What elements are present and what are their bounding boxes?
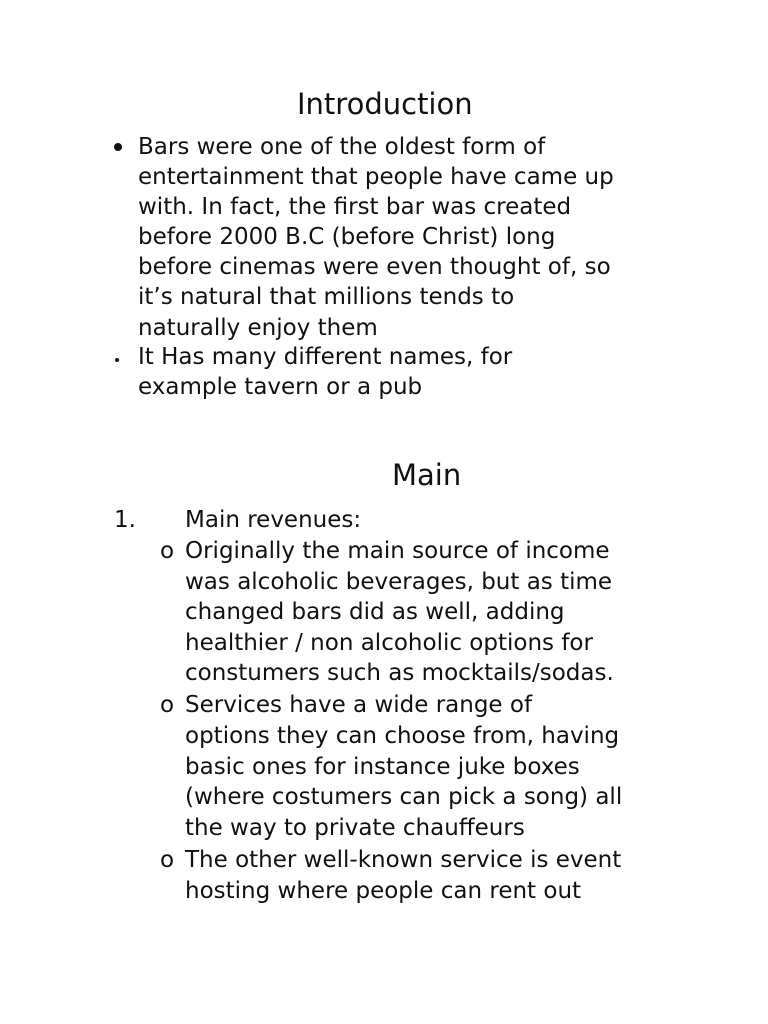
text-line: basic ones for instance juke boxes bbox=[185, 753, 580, 780]
text-line: changed bars did as well, adding bbox=[185, 599, 565, 626]
text-line: was alcoholic beverages, but as time bbox=[185, 568, 613, 595]
intro-bullet-2 bbox=[138, 342, 512, 402]
sub-item-1 bbox=[185, 536, 614, 689]
sub-bullet-marker: o bbox=[160, 692, 175, 718]
sub-item-3 bbox=[185, 845, 621, 907]
sub-bullet-marker: o bbox=[160, 847, 175, 873]
text-line: before cinemas were even thought of, so bbox=[138, 254, 611, 281]
text-line: healthier / non alcoholic options for bbox=[185, 629, 593, 656]
bullet-marker-large bbox=[114, 143, 122, 151]
sub-item-2 bbox=[185, 690, 622, 844]
text-line: Bars were one of the oldest form of bbox=[138, 134, 546, 160]
text-line: with. In fact, the first bar was created bbox=[138, 194, 572, 221]
text-line: constumers such as mocktails/sodas. bbox=[185, 660, 614, 687]
text-line: naturally enjoy them bbox=[138, 314, 378, 341]
list-number: 1. bbox=[114, 507, 136, 533]
text-line: example tavern or a pub bbox=[138, 374, 423, 401]
text-line: hosting where people can rent out bbox=[185, 878, 582, 904]
text-line: options they can choose from, having bbox=[185, 722, 620, 749]
text-line: The other well-known service is event bbox=[185, 847, 622, 873]
text-line: (where costumers can pick a song) all bbox=[185, 784, 623, 811]
text-line: entertainment that people have came up bbox=[138, 164, 614, 191]
intro-bullet-1 bbox=[138, 132, 614, 343]
sub-bullet-marker: o bbox=[160, 538, 175, 564]
main-heading: Main bbox=[392, 458, 462, 492]
text-line: it’s natural that millions tends to bbox=[138, 284, 515, 311]
text-line: Originally the main source of income bbox=[185, 538, 610, 564]
text-line: It Has many different names, for bbox=[138, 344, 513, 370]
text-line: before 2000 B.C (before Christ) long bbox=[138, 224, 556, 251]
numbered-item-label: Main revenues: bbox=[185, 507, 362, 533]
text-line: the way to private chauffeurs bbox=[185, 815, 525, 842]
text-line: Services have a wide range of bbox=[185, 692, 533, 718]
bullet-marker-small bbox=[115, 358, 119, 362]
introduction-heading: Introduction bbox=[297, 87, 473, 121]
